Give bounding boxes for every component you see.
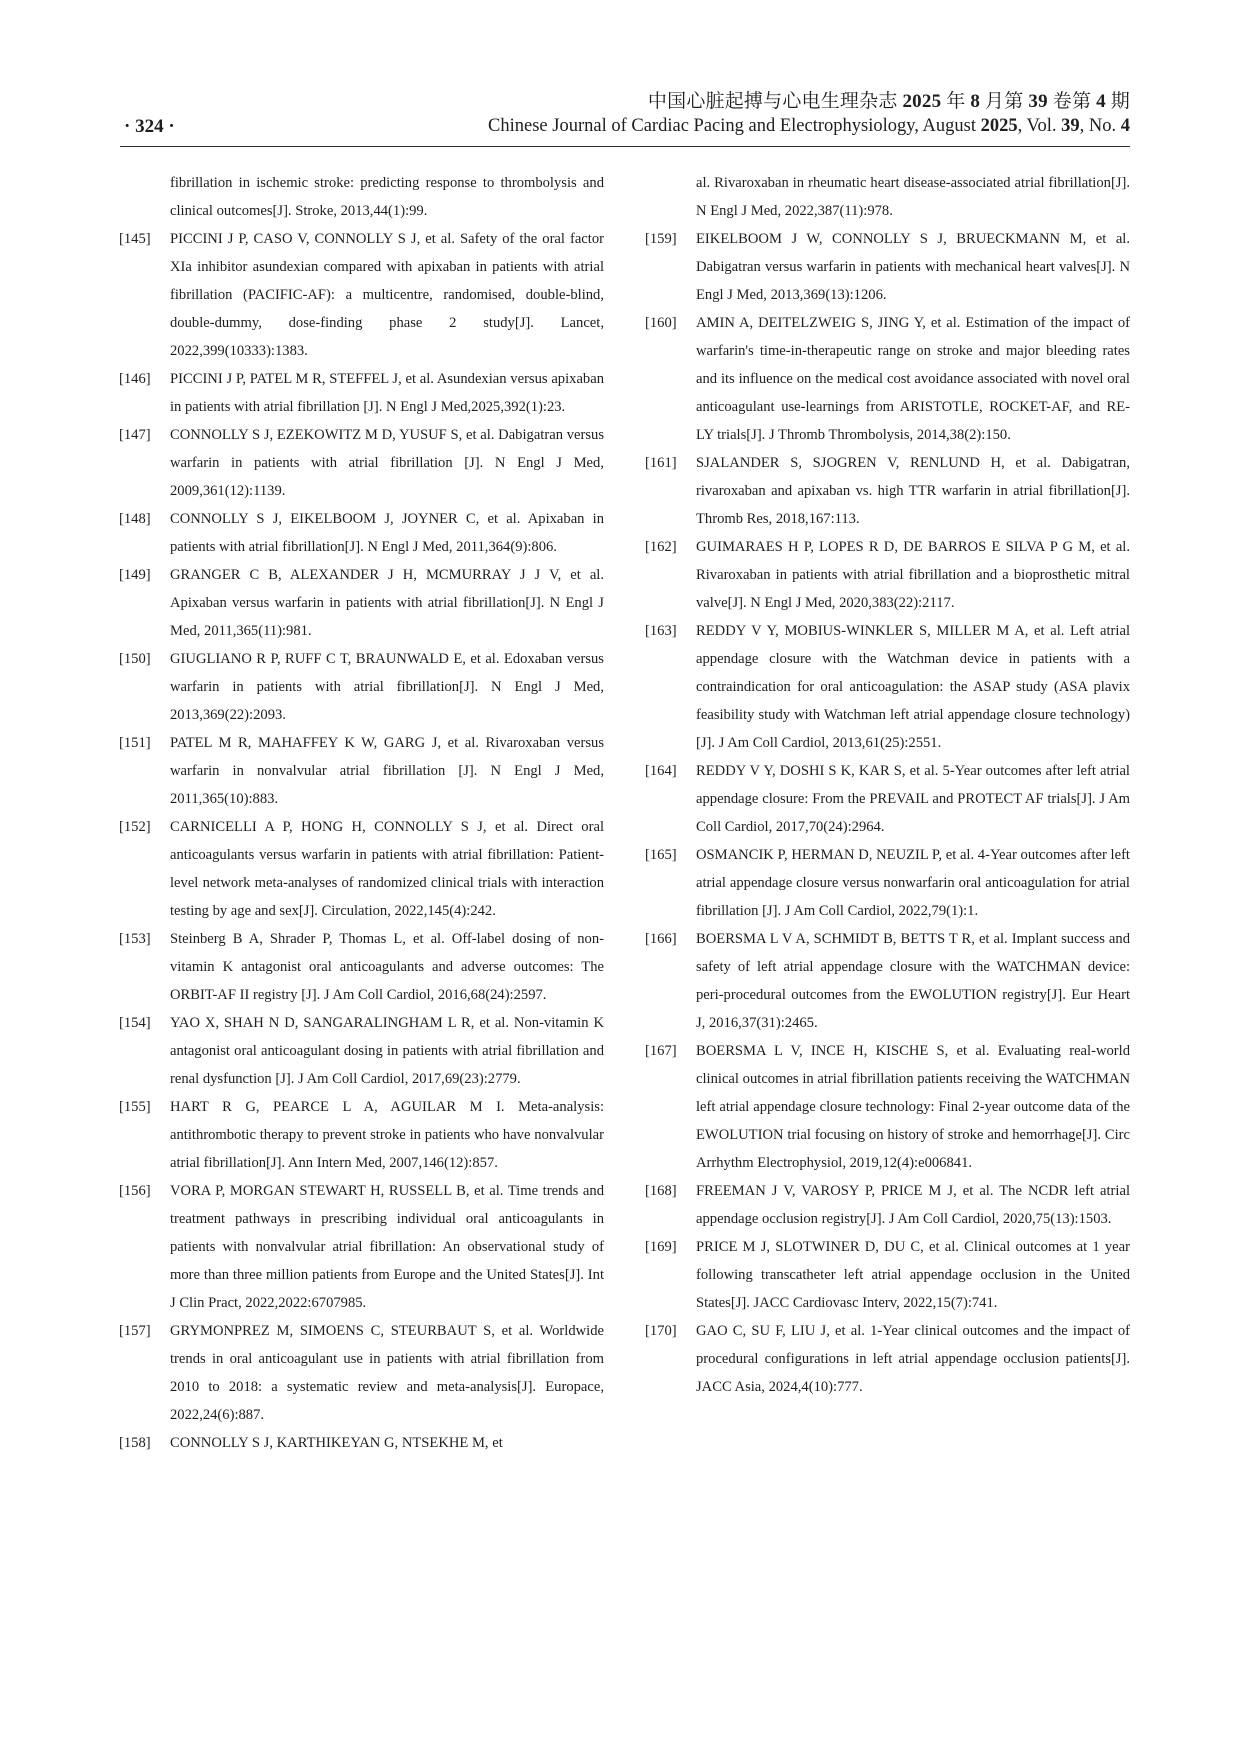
- reference-entry: [119, 1429, 604, 1457]
- reference-entry: [645, 925, 1130, 1037]
- reference-number: [168]: [645, 1183, 677, 1199]
- reference-number: [160]: [645, 315, 677, 331]
- reference-text: FREEMAN J V, VAROSY P, PRICE M J, et al. The NCDR left atrial appendage occlusion registry[J]. J Am Coll Cardiol, 2020,75(13):1503.: [696, 1183, 1130, 1227]
- reference-entry: [645, 757, 1130, 841]
- reference-text: GRANGER C B, ALEXANDER J H, MCMURRAY J J V, et al. Apixaban versus warfarin in patients with atrial fibrillation[J]. N Engl J Med, 2011,365(11):981.: [170, 567, 604, 639]
- reference-entry: [119, 1177, 604, 1317]
- reference-entry: [645, 1037, 1130, 1177]
- reference-number: [153]: [119, 931, 151, 947]
- header-cn-volume: 39: [1028, 91, 1048, 112]
- reference-number: [170]: [645, 1323, 677, 1339]
- reference-number: [152]: [119, 819, 151, 835]
- header-en-part: , No.: [1079, 116, 1121, 136]
- header-cn-part: 中国心脏起搏与心电生理杂志: [647, 91, 903, 112]
- reference-entry: [119, 729, 604, 813]
- reference-number: [145]: [119, 231, 151, 247]
- reference-text: REDDY V Y, MOBIUS-WINKLER S, MILLER M A, et al. Left atrial appendage closure with the Watchman device in patients with a contraindication for oral anticoagulation: the ASAP study (ASA plavix feasibility study with Watchman left atrial appendage closure technology)[J]. J Am Coll Cardiol, 2013,61(25):2551.: [696, 623, 1130, 751]
- reference-text: OSMANCIK P, HERMAN D, NEUZIL P, et al. 4-Year outcomes after left atrial appendage closure versus nonwarfarin oral anticoagulation for atrial fibrillation [J]. J Am Coll Cardiol, 2022,79(1):1.: [696, 847, 1130, 919]
- reference-number: [146]: [119, 371, 151, 387]
- reference-text: HART R G, PEARCE L A, AGUILAR M I. Meta-analysis: antithrombotic therapy to prevent stroke in patients who have nonvalvular atrial fibrillation[J]. Ann Intern Med, 2007,146(12):857.: [170, 1099, 604, 1171]
- reference-text: GIUGLIANO R P, RUFF C T, BRAUNWALD E, et al. Edoxaban versus warfarin in patients with atrial fibrillation[J]. N Engl J Med, 2013,369(22):2093.: [170, 651, 604, 723]
- reference-entry: [645, 169, 1130, 225]
- reference-number: [166]: [645, 931, 677, 947]
- reference-number: [164]: [645, 763, 677, 779]
- reference-text: PRICE M J, SLOTWINER D, DU C, et al. Clinical outcomes at 1 year following transcatheter left atrial appendage occlusion in the United States[J]. JACC Cardiovasc Interv, 2022,15(7):741.: [696, 1239, 1130, 1311]
- reference-number: [151]: [119, 735, 151, 751]
- reference-entry: [645, 449, 1130, 533]
- reference-text: Steinberg B A, Shrader P, Thomas L, et al. Off-label dosing of non-vitamin K antagonist oral anticoagulants and adverse outcomes: The ORBIT-AF II registry [J]. J Am Coll Cardiol, 2016,68(24):2597.: [170, 931, 604, 1003]
- reference-entry: [119, 1093, 604, 1177]
- reference-entry: [645, 225, 1130, 309]
- reference-text: EIKELBOOM J W, CONNOLLY S J, BRUECKMANN M, et al. Dabigatran versus warfarin in patients with mechanical heart valves[J]. N Engl J Med, 2013,369(13):1206.: [696, 231, 1130, 303]
- header-cn-year: 2025: [902, 91, 942, 112]
- reference-number: [156]: [119, 1183, 151, 1199]
- reference-text: REDDY V Y, DOSHI S K, KAR S, et al. 5-Year outcomes after left atrial appendage closure: From the PREVAIL and PROTECT AF trials[J]. J Am Coll Cardiol, 2017,70(24):2964.: [696, 763, 1130, 835]
- reference-text: PICCINI J P, PATEL M R, STEFFEL J, et al. Asundexian versus apixaban in patients with atrial fibrillation [J]. N Engl J Med,2025,392(1):23.: [170, 371, 604, 415]
- reference-text: GAO C, SU F, LIU J, et al. 1-Year clinical outcomes and the impact of procedural configurations in left atrial appendage occlusion patients[J]. JACC Asia, 2024,4(10):777.: [696, 1323, 1130, 1395]
- reference-number: [169]: [645, 1239, 677, 1255]
- header-cn-part: 月第: [980, 91, 1029, 112]
- reference-text: BOERSMA L V, INCE H, KISCHE S, et al. Evaluating real-world clinical outcomes in atrial fibrillation patients receiving the WATCHMAN left atrial appendage closure technology: Final 2-year outcome data of the EWOLUTION trial focusing on history of stroke and hemorrhage[J]. Circ Arrhythm Electrophysiol, 2019,12(4):e006841.: [696, 1043, 1130, 1171]
- reference-text: VORA P, MORGAN STEWART H, RUSSELL B, et al. Time trends and treatment pathways in prescribing individual oral anticoagulants in patients with nonvalvular atrial fibrillation: An observational study of more than three million patients from Europe and the United States[J]. Int J Clin Pract, 2022,2022:6707985.: [170, 1183, 604, 1311]
- reference-text: AMIN A, DEITELZWEIG S, JING Y, et al. Estimation of the impact of warfarin's time-in-therapeutic range on stroke and major bleeding rates and its influence on the medical cost avoidance associated with novel oral anticoagulant use-learnings from ARISTOTLE, ROCKET-AF, and RE-LY trials[J]. J Thromb Thrombolysis, 2014,38(2):150.: [696, 315, 1130, 443]
- reference-entry: [119, 925, 604, 1009]
- reference-entry: [119, 645, 604, 729]
- reference-text: YAO X, SHAH N D, SANGARALINGHAM L R, et al. Non-vitamin K antagonist oral anticoagulant dosing in patients with atrial fibrillation and renal dysfunction [J]. J Am Coll Cardiol, 2017,69(23):2779.: [170, 1015, 604, 1087]
- reference-column-right: [645, 169, 1130, 1401]
- reference-number: [147]: [119, 427, 151, 443]
- reference-text: CONNOLLY S J, EZEKOWITZ M D, YUSUF S, et al. Dabigatran versus warfarin in patients with atrial fibrillation [J]. N Engl J Med, 2009,361(12):1139.: [170, 427, 604, 499]
- reference-number: [162]: [645, 539, 677, 555]
- header-cn-month: 8: [970, 91, 981, 112]
- reference-text: fibrillation in ischemic stroke: predicting response to thrombolysis and clinical outcomes[J]. Stroke, 2013,44(1):99.: [170, 175, 604, 219]
- reference-text: al. Rivaroxaban in rheumatic heart disease-associated atrial fibrillation[J]. N Engl J Med, 2022,387(11):978.: [696, 175, 1130, 219]
- header-cn-part: 卷第: [1047, 91, 1097, 112]
- reference-entry: [119, 1009, 604, 1093]
- reference-entry: [119, 1317, 604, 1429]
- reference-number: [155]: [119, 1099, 151, 1115]
- reference-entry: [119, 505, 604, 561]
- reference-number: [159]: [645, 231, 677, 247]
- reference-entry: [119, 225, 604, 365]
- reference-entry: [119, 561, 604, 645]
- reference-text: CONNOLLY S J, EIKELBOOM J, JOYNER C, et al. Apixaban in patients with atrial fibrillation[J]. N Engl J Med, 2011,364(9):806.: [170, 511, 604, 555]
- reference-entry: [645, 1177, 1130, 1233]
- reference-number: [158]: [119, 1435, 151, 1451]
- header-en-volume: 39: [1061, 116, 1080, 136]
- reference-text: GRYMONPREZ M, SIMOENS C, STEURBAUT S, et al. Worldwide trends in oral anticoagulant use in patients with atrial fibrillation from 2010 to 2018: a systematic review and meta-analysis[J]. Europace, 2022,24(6):887.: [170, 1323, 604, 1423]
- reference-entry: [119, 365, 604, 421]
- reference-number: [165]: [645, 847, 677, 863]
- header-en-year: 2025: [980, 116, 1018, 136]
- reference-entry: [645, 1233, 1130, 1317]
- reference-entry: [645, 617, 1130, 757]
- reference-number: [149]: [119, 567, 151, 583]
- reference-number: [163]: [645, 623, 677, 639]
- reference-number: [167]: [645, 1043, 677, 1059]
- header-cn-issue: 4: [1096, 91, 1106, 112]
- header-en-issue: 4: [1120, 116, 1130, 136]
- reference-entry: [645, 1317, 1130, 1401]
- reference-text: PICCINI J P, CASO V, CONNOLLY S J, et al. Safety of the oral factor XIa inhibitor asundexian compared with apixaban in patients with atrial fibrillation (PACIFIC-AF): a multicentre, randomised, double-blind, double-dummy, dose-finding phase 2 study[J]. Lancet, 2022,399(10333):1383.: [170, 231, 604, 359]
- reference-entry: [645, 309, 1130, 449]
- reference-text: SJALANDER S, SJOGREN V, RENLUND H, et al. Dabigatran, rivaroxaban and apixaban vs. high TTR warfarin in atrial fibrillation[J]. Thromb Res, 2018,167:113.: [696, 455, 1130, 527]
- reference-entry: [119, 421, 604, 505]
- running-header: [120, 86, 1130, 150]
- reference-text: CARNICELLI A P, HONG H, CONNOLLY S J, et al. Direct oral anticoagulants versus warfarin in patients with atrial fibrillation: Patient-level network meta-analyses of randomized clinical trials with interaction testing by age and sex[J]. Circulation, 2022,145(4):242.: [170, 819, 604, 919]
- reference-entry: [645, 841, 1130, 925]
- reference-text: GUIMARAES H P, LOPES R D, DE BARROS E SILVA P G M, et al. Rivaroxaban in patients with atrial fibrillation and a bioprosthetic mitral valve[J]. N Engl J Med, 2020,383(22):2117.: [696, 539, 1130, 611]
- reference-number: [150]: [119, 651, 151, 667]
- reference-number: [157]: [119, 1323, 151, 1339]
- header-en-part: , Vol.: [1017, 116, 1062, 136]
- reference-text: PATEL M R, MAHAFFEY K W, GARG J, et al. Rivaroxaban versus warfarin in nonvalvular atrial fibrillation [J]. N Engl J Med, 2011,365(10):883.: [170, 735, 604, 807]
- reference-entry: [119, 169, 604, 225]
- reference-number: [154]: [119, 1015, 151, 1031]
- reference-number: [161]: [645, 455, 677, 471]
- header-cn-part: 期: [1105, 91, 1130, 112]
- journal-title-english: [488, 116, 1130, 137]
- reference-number: [148]: [119, 511, 151, 527]
- journal-title-chinese: [648, 86, 1130, 113]
- reference-text: CONNOLLY S J, KARTHIKEYAN G, NTSEKHE M, et: [170, 1435, 503, 1451]
- reference-entry: [645, 533, 1130, 617]
- header-en-part: Chinese Journal of Cardiac Pacing and Electrophysiology, August: [488, 116, 981, 136]
- reference-entry: [119, 813, 604, 925]
- reference-text: BOERSMA L V A, SCHMIDT B, BETTS T R, et al. Implant success and safety of left atrial appendage closure with the WATCHMAN device: peri-procedural outcomes from the EWOLUTION registry[J]. Eur Heart J, 2016,37(31):2465.: [696, 931, 1130, 1031]
- header-rule: [120, 146, 1130, 147]
- header-cn-part: 年: [941, 91, 971, 112]
- page-number: · 324 ·: [124, 116, 175, 137]
- reference-column-left: [119, 169, 604, 1457]
